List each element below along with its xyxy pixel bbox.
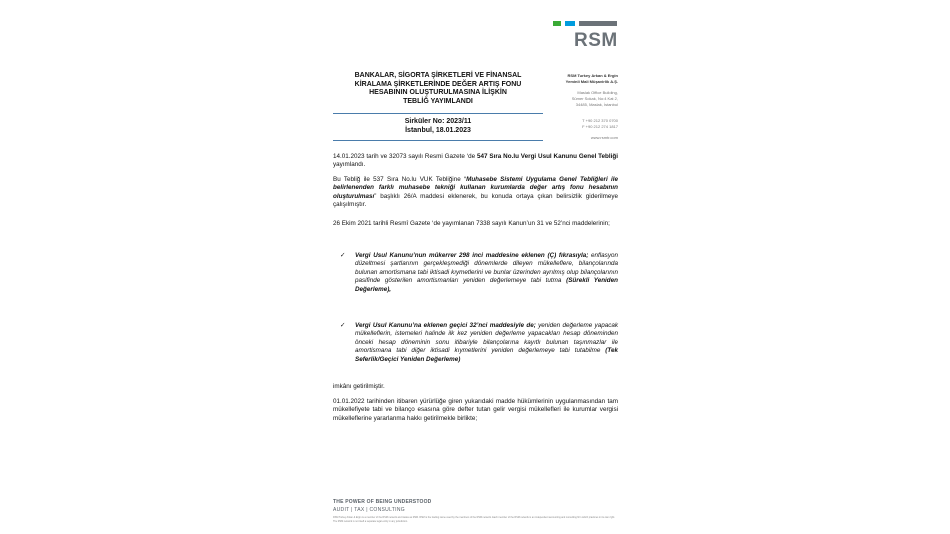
bullet-item-1: ✓ Vergi Usul Kanunu’nun mükerrer 298 inci maddesine eklenen (Ç) fıkrasıyla; enflasyon düzeltmesi şartlarının gerçekleşmediği dönemlerde dileyen mükelleflere, bilançolarında bulunan amortismana tabi iktisadi kıymetlerini ve bunlar üzerinden ayrılmış olup bilançolarının pasifinde gösterilen amortismanları yeniden değerlemeye tabi tutma (Sürekli Yeniden Değerleme), (340, 252, 618, 293)
circular-info (333, 118, 543, 135)
paragraph-4: imkânı getirilmiştir. (333, 383, 385, 390)
company-name: RSM Turkey Arkan & Ergin Yeminli Mali Müşavirlik A.Ş. (565, 73, 618, 85)
company-website[interactable]: www.rsmtr.com (590, 135, 618, 140)
paragraph-1: 14.01.2023 tarih ve 32073 sayılı Resmi Gazete ‘de 547 Sıra No.lu Vergi Usul Kanunu Genel Tebliği yayımlandı. (333, 153, 618, 169)
paragraph-2: Bu Tebliğ ile 537 Sıra No.lu VUK Tebliğine “Muhasebe Sistemi Uygulama Genel Tebliğleri ile belirlenenden farklı muhasebe tekniği kullanan kurumlarda değer artış fonu hesabının oluşturulması” başlıklı 26/A maddesi eklenerek, bu konuda ortaya çıkan belirsizlik giderilmeye çalışılmıştır. (333, 176, 618, 209)
logo-gray-bar (579, 21, 617, 26)
title-divider-bottom (333, 140, 543, 141)
checkmark-icon: ✓ (340, 252, 346, 259)
company-phone: T +90 212 370 0700 F +90 212 274 1817 (582, 118, 618, 130)
checkmark-icon: ✓ (340, 322, 346, 329)
circular-date: İstanbul, 18.01.2023 (405, 126, 471, 134)
rsm-logo-bars (553, 21, 617, 26)
company-address: Maslak Office Building, Sümer Sokak, No:4 Kat 2, 34485, Maslak, İstanbul (571, 90, 618, 108)
circular-number: Sirküler No: 2023/11 (404, 118, 472, 125)
logo-blue-bar (565, 21, 575, 26)
logo-green-bar (553, 21, 561, 26)
footer-legal-text: RSM Turkey Arkan & Ergin is a member of the RSM network and trades as RSM. RSM is the trading name used by the members of the RSM network. Each member of the RSM network is an independent accounting and consulting firm which practices in its own right. The RSM network is not itself a separate legal entity in any jurisdiction. (333, 516, 615, 523)
bullet-item-2: ✓ Vergi Usul Kanunu’na eklenen geçici 32’nci maddesiyle de; yeniden değerleme yapacak mükelleflerin, istemeleri halinde ilk kez yeniden değerleme yapacakları hesap döneminden önceki hesap döneminin sonu itibariyle bilançolarına kayıtlı bulunan taşınmazlar ile amortismana tabi diğer iktisadi kıymetlerini yeniden değerlemeye tabi tutabilme (Tek Seferlik/Geçici Yeniden Değerleme) (340, 322, 619, 363)
document-title: BANKALAR, SİGORTA ŞİRKETLERİ VE FİNANSAL KİRALAMA ŞİRKETLERİNDE DEĞER ARTIŞ FONU HESABININ OLUŞTURULMASINA İLİŞKİN TEBLİĞ YAYIMLANDI (354, 72, 522, 105)
title-divider-top (333, 113, 543, 114)
rsm-logo-text: RSM (574, 30, 618, 51)
footer-services: AUDIT | TAX | CONSULTING (333, 507, 405, 513)
paragraph-5: 01.01.2022 tarihinden itibaren yürürlüğe giren yukarıdaki madde hükümlerinin uygulanmasından tam mükellefiyete tabi ve bilanço esasına göre defter tutan gelir vergisi mükellefleri ile kurumlar vergisi mükelleflerine yararlanma hakkı getirilmekle birlikte; (333, 398, 618, 422)
paragraph-3: 26 Ekim 2021 tarihli Resmî Gazete ‘de yayımlanan 7338 sayılı Kanun’un 31 ve 52’nci maddelerinin; (333, 220, 610, 227)
footer-tagline: THE POWER OF BEING UNDERSTOOD (333, 499, 432, 505)
